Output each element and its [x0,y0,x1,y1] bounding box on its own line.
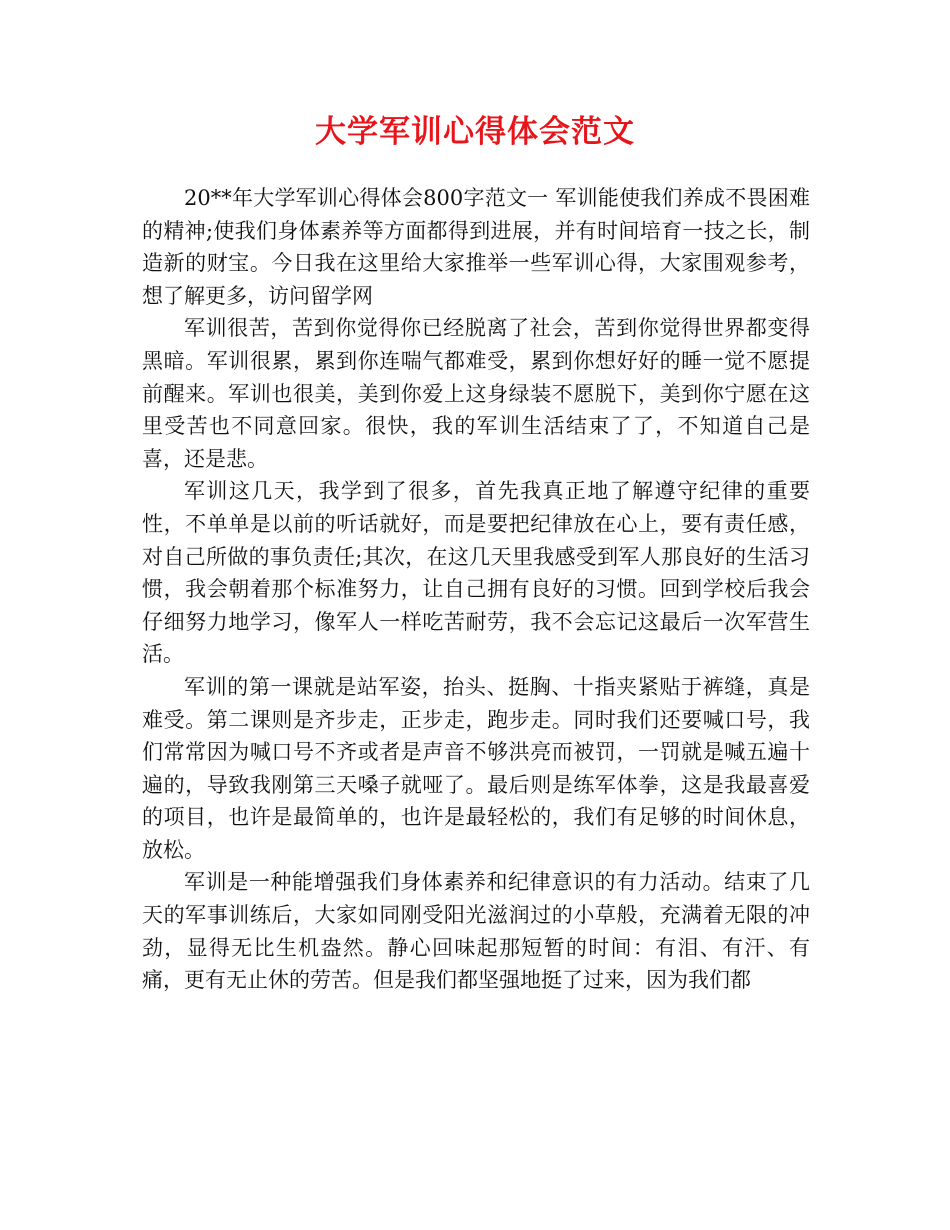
paragraph-1: 20**年大学军训心得体会800字范文一 军训能使我们养成不畏困难的精神;使我们身体素养等方面都得到进展，并有时间培育一技之长，制造新的财宝。今日我在这里给大家推举一些军训心得，大家围观参考，想了解更多，访问留学网 [142,186,810,308]
paragraph-3: 军训这几天，我学到了很多，首先我真正地了解遵守纪律的重要性，不单单是以前的听话就好，而是要把纪律放在心上，要有责任感，对自己所做的事负责任;其次，在这几天里我感受到军人那良好的生活习惯，我会朝着那个标准努力，让自己拥有良好的习惯。回到学校后我会仔细努力地学习，像军人一样吃苦耐劳，我不会忘记这最后一次军营生活。 [142,479,810,667]
paragraph-4: 军训的第一课就是站军姿，抬头、挺胸、十指夹紧贴于裤缝，真是难受。第二课则是齐步走，正步走，跑步走。同时我们还要喊口号，我们常常因为喊口号不齐或者是声音不够洪亮而被罚，一罚就是喊五遍十遍的，导致我刚第三天嗓子就哑了。最后则是练军体拳，这是我最喜爱的项目，也许是最简单的，也许是最轻松的，我们有足够的时间休息，放松。 [142,674,810,862]
document-body [142,182,810,997]
paragraph-2: 军训很苦，苦到你觉得你已经脱离了社会，苦到你觉得世界都变得黑暗。军训很累，累到你连喘气都难受，累到你想好好的睡一觉不愿提前醒来。军训也很美，美到你爱上这身绿装不愿脱下，美到你宁愿在这里受苦也不同意回家。很快，我的军训生活结束了了，不知道自己是喜，还是悲。 [142,316,810,471]
document-title: 大学军训心得体会范文 [315,114,635,150]
paragraph-5: 军训是一种能增强我们身体素养和纪律意识的有力活动。结束了几天的军事训练后，大家如同刚受阳光滋润过的小草般，充满着无限的冲劲，显得无比生机盎然。静心回味起那短暂的时间：有泪、有汗、有痛，更有无止休的劳苦。但是我们都坚强地挺了过来，因为我们都 [142,870,810,993]
